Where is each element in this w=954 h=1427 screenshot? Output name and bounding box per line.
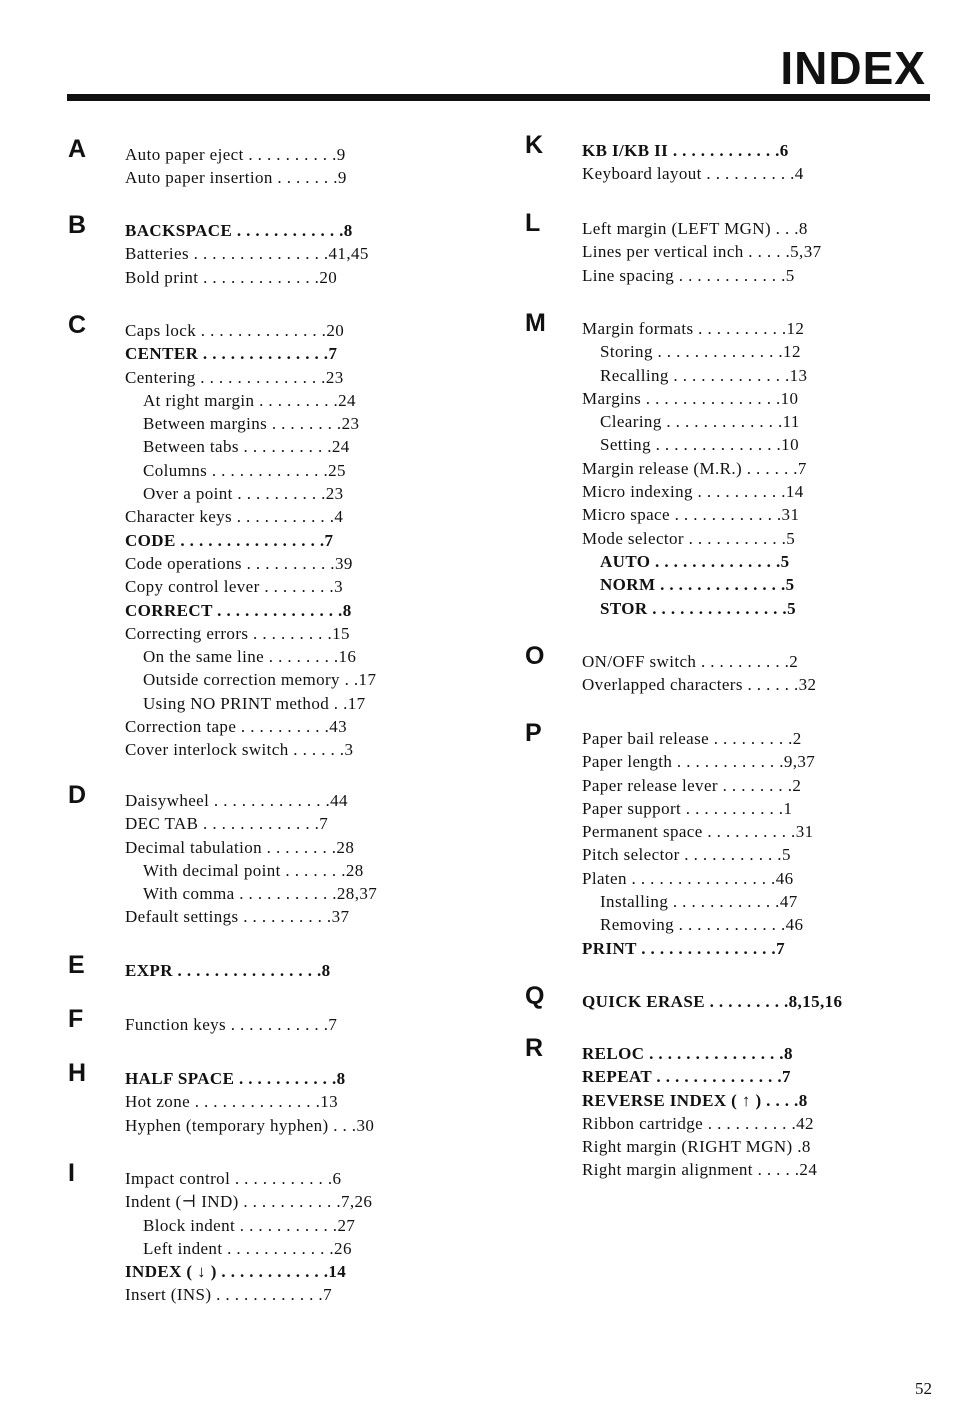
section-entries [125, 789, 377, 929]
index-entry: REVERSE INDEX ( ↑ ) . . . .8 [582, 1090, 808, 1110]
index-entry: Margin release (M.R.) . . . . . .7 [582, 458, 807, 478]
section-entries [582, 650, 816, 697]
page-number: 52 [915, 1379, 932, 1398]
index-entry: Between tabs . . . . . . . . . .24 [143, 437, 350, 457]
index-entry: DEC TAB . . . . . . . . . . . . .7 [125, 814, 329, 834]
section-letter: I [68, 1159, 75, 1187]
index-entry: Between margins . . . . . . . .23 [143, 414, 360, 434]
section-entries [582, 317, 807, 620]
section-entries [582, 727, 815, 960]
index-entry: Ribbon cartridge . . . . . . . . . .42 [582, 1113, 814, 1133]
index-entry: Micro indexing . . . . . . . . . .14 [582, 482, 804, 502]
index-entry: Copy control lever . . . . . . . .3 [125, 577, 343, 597]
section-letter: P [525, 719, 542, 747]
index-entry: Hot zone . . . . . . . . . . . . . .13 [125, 1092, 339, 1112]
index-entry: CODE . . . . . . . . . . . . . . . .7 [125, 530, 334, 550]
index-entry: Default settings . . . . . . . . . .37 [125, 907, 350, 927]
section-letter: K [525, 131, 544, 159]
section-entries [582, 139, 804, 186]
section-letter: R [525, 1034, 544, 1062]
index-entry: Correction tape . . . . . . . . . .43 [125, 717, 348, 737]
section-entries [582, 217, 822, 287]
index-entry: Code operations . . . . . . . . . .39 [125, 553, 353, 573]
index-entry: Centering . . . . . . . . . . . . . .23 [125, 367, 344, 387]
index-entry: Line spacing . . . . . . . . . . . .5 [582, 265, 795, 285]
page-title: INDEX [780, 42, 926, 94]
section-letter: F [68, 1005, 84, 1033]
index-entry: Cover interlock switch . . . . . .3 [125, 740, 354, 760]
index-entry: Right margin alignment . . . . .24 [582, 1160, 818, 1180]
index-entry: Pitch selector . . . . . . . . . . .5 [582, 845, 791, 865]
index-entry: Daisywheel . . . . . . . . . . . . .44 [125, 791, 348, 810]
index-entry: Batteries . . . . . . . . . . . . . . .41,45 [125, 244, 369, 264]
section-letter: D [68, 781, 87, 809]
section-entries [125, 1167, 372, 1307]
index-entry: Margins . . . . . . . . . . . . . . .10 [582, 388, 799, 408]
index-entry: Removing . . . . . . . . . . . .46 [600, 915, 804, 935]
index-entry: Paper bail release . . . . . . . . .2 [582, 729, 802, 748]
section-entries [125, 143, 347, 190]
index-entry: Hyphen (temporary hyphen) . . .30 [125, 1115, 375, 1135]
section-entries [125, 219, 369, 289]
section-letter: O [525, 642, 545, 670]
index-entry: STOR . . . . . . . . . . . . . . .5 [600, 598, 796, 618]
section-letter: E [68, 951, 85, 979]
index-entry: Setting . . . . . . . . . . . . . .10 [600, 435, 799, 455]
section-letter: H [68, 1059, 87, 1087]
index-entry: REPEAT . . . . . . . . . . . . . .7 [582, 1067, 791, 1087]
index-entry: Platen . . . . . . . . . . . . . . . .46 [582, 868, 794, 888]
index-entry: NORM . . . . . . . . . . . . . .5 [600, 575, 795, 595]
index-entry: AUTO . . . . . . . . . . . . . .5 [600, 551, 790, 571]
index-entry: With comma . . . . . . . . . . .28,37 [143, 884, 378, 904]
section-entries [125, 1013, 337, 1036]
index-entry: Auto paper insertion . . . . . . .9 [125, 168, 347, 188]
index-entry: Paper release lever . . . . . . . .2 [582, 775, 802, 795]
index-entry: EXPR . . . . . . . . . . . . . . . .8 [125, 961, 331, 980]
index-entry: Lines per vertical inch . . . . .5,37 [582, 242, 822, 262]
index-entry: Left indent . . . . . . . . . . . .26 [143, 1238, 352, 1258]
index-entry: Overlapped characters . . . . . .32 [582, 675, 817, 695]
index-entry: Function keys . . . . . . . . . . .7 [125, 1015, 338, 1034]
index-entry: CORRECT . . . . . . . . . . . . . .8 [125, 600, 352, 620]
index-entry: KB I/KB II . . . . . . . . . . . .6 [582, 141, 789, 160]
index-entry: ON/OFF switch . . . . . . . . . .2 [582, 652, 799, 671]
index-entry: Paper support . . . . . . . . . . .1 [582, 798, 793, 818]
section-entries [582, 1042, 817, 1182]
section-entries [125, 319, 376, 762]
section-entries [125, 1067, 374, 1137]
index-entry: Keyboard layout . . . . . . . . . .4 [582, 164, 804, 184]
index-entry: Bold print . . . . . . . . . . . . .20 [125, 267, 338, 287]
section-letter: M [525, 309, 546, 337]
index-entry: PRINT . . . . . . . . . . . . . . .7 [582, 938, 785, 958]
index-entry: Recalling . . . . . . . . . . . . .13 [600, 365, 808, 385]
index-entry: Impact control . . . . . . . . . . .6 [125, 1169, 342, 1188]
index-entry: Using NO PRINT method . .17 [143, 693, 366, 713]
index-entry: Right margin (RIGHT MGN) .8 [582, 1137, 811, 1157]
index-entry: Caps lock . . . . . . . . . . . . . .20 [125, 321, 345, 340]
section-letter: A [68, 135, 87, 163]
section-letter: B [68, 211, 87, 239]
title-rule [67, 94, 930, 101]
index-entry: Clearing . . . . . . . . . . . . .11 [600, 412, 800, 432]
index-entry: At right margin . . . . . . . . .24 [143, 390, 356, 410]
index-entry: Over a point . . . . . . . . . .23 [143, 484, 344, 504]
index-entry: RELOC . . . . . . . . . . . . . . .8 [582, 1044, 793, 1063]
index-entry: Columns . . . . . . . . . . . . .25 [143, 460, 346, 480]
index-entry: Insert (INS) . . . . . . . . . . . .7 [125, 1285, 332, 1305]
index-entry: HALF SPACE . . . . . . . . . . .8 [125, 1069, 346, 1088]
index-entry: Paper length . . . . . . . . . . . .9,37 [582, 752, 816, 772]
index-entry: Block indent . . . . . . . . . . .27 [143, 1215, 356, 1235]
index-entry: Decimal tabulation . . . . . . . .28 [125, 837, 355, 857]
index-entry: QUICK ERASE . . . . . . . . .8,15,16 [582, 992, 843, 1011]
index-entry: Correcting errors . . . . . . . . .15 [125, 623, 350, 643]
index-entry: Character keys . . . . . . . . . . .4 [125, 507, 344, 527]
index-entry: Installing . . . . . . . . . . . .47 [600, 892, 798, 912]
index-entry: INDEX ( ↓ ) . . . . . . . . . . . .14 [125, 1262, 347, 1282]
index-entry: Permanent space . . . . . . . . . .31 [582, 822, 814, 842]
index-entry: On the same line . . . . . . . .16 [143, 647, 357, 667]
section-letter: C [68, 311, 87, 339]
index-entry: Auto paper eject . . . . . . . . . .9 [125, 145, 346, 164]
index-entry: Micro space . . . . . . . . . . . .31 [582, 505, 800, 525]
index-entry: Storing . . . . . . . . . . . . . .12 [600, 342, 801, 362]
index-entry: Indent (⊣ IND) . . . . . . . . . . .7,26 [125, 1192, 373, 1212]
section-entries [582, 990, 842, 1013]
index-entry: Outside correction memory . .17 [143, 670, 377, 690]
index-entry: CENTER . . . . . . . . . . . . . .7 [125, 344, 338, 364]
index-entry: BACKSPACE . . . . . . . . . . . .8 [125, 221, 353, 240]
section-letter: Q [525, 982, 545, 1010]
index-entry: Margin formats . . . . . . . . . .12 [582, 319, 805, 338]
index-entry: Mode selector . . . . . . . . . . .5 [582, 528, 796, 548]
index-entry: Left margin (LEFT MGN) . . .8 [582, 219, 808, 238]
section-letter: L [525, 209, 541, 237]
index-entry: With decimal point . . . . . . .28 [143, 860, 364, 880]
section-entries [125, 959, 331, 982]
